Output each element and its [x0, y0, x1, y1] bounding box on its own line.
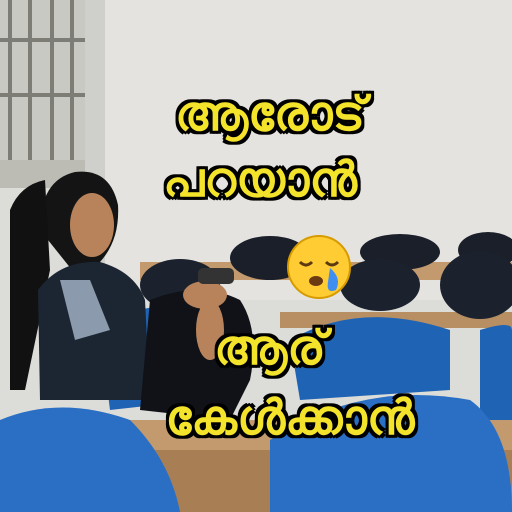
caption-line-1: ആരോട്	[175, 86, 365, 142]
phone	[198, 268, 234, 284]
caption-line-2: പറയാൻ	[163, 152, 357, 208]
caption-line-4: കേൾക്കാൻ	[165, 390, 415, 446]
sleepy-face-icon	[286, 234, 352, 300]
caption-line-3: ആര്	[214, 320, 326, 376]
